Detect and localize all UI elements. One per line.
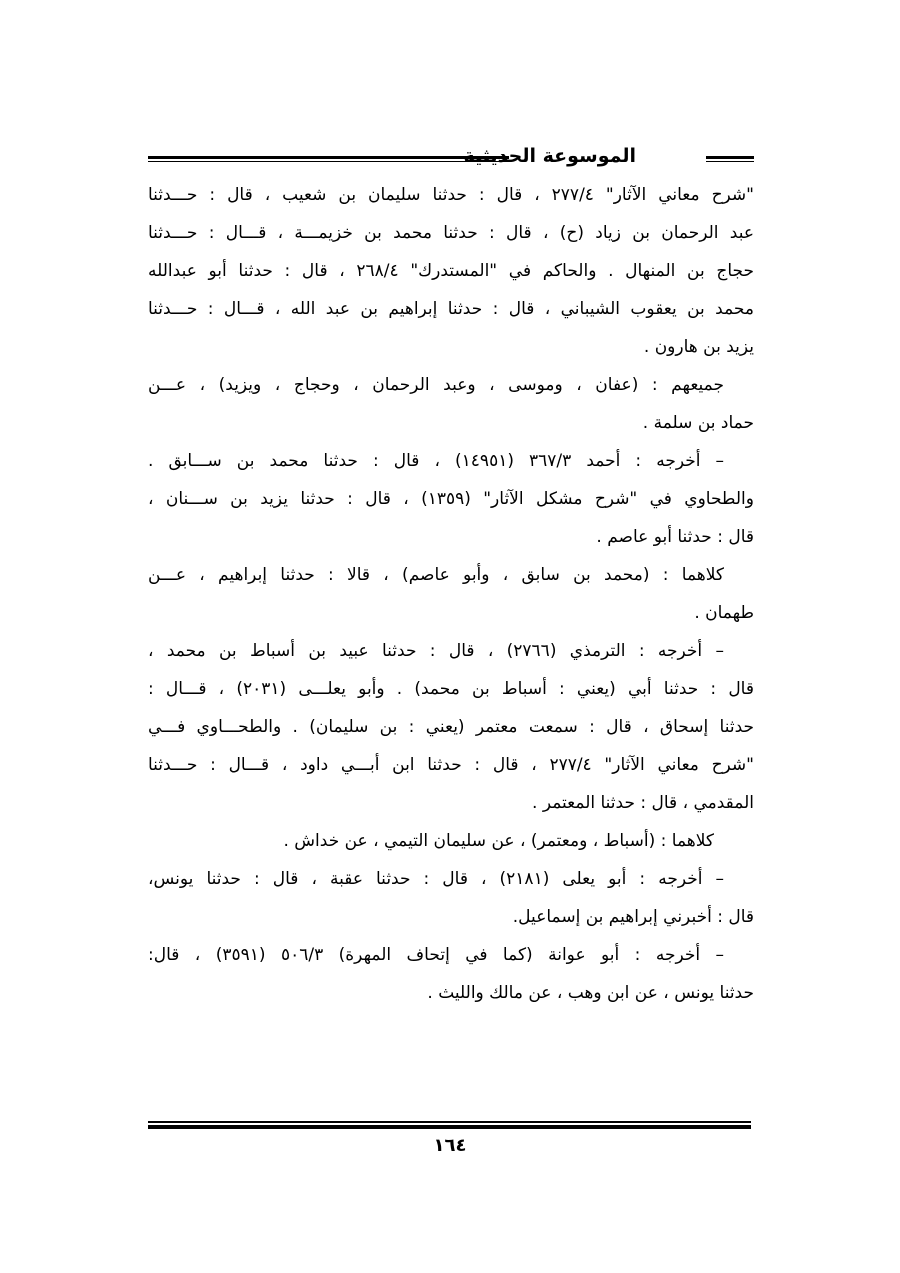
text-line: قال : أخبرني إبراهيم بن إسماعيل. [512, 907, 754, 927]
text-line: – أخرجه : أبو يعلى (٢١٨١) ، قال : حدثنا عقبة ، قال : حدثنا يونس، [148, 869, 724, 889]
text-line: يزيد بن هارون . [643, 337, 754, 357]
text-line: حماد بن سلمة . [642, 413, 754, 433]
page-header [148, 143, 754, 173]
text-line: حدثنا إسحاق ، قال : سمعت معتمر (يعني : بن سليمان) . والطحـــاوي فـــي [148, 717, 754, 737]
text-line: "شرح معاني الآثار" ٢٧٧/٤ ، قال : حدثنا سليمان بن شعيب ، قال : حـــدثنا [148, 185, 754, 205]
text-line: طهمان . [694, 603, 754, 623]
text-line: كلاهما : (أسباط ، ومعتمر) ، عن سليمان التيمي ، عن خداش . [283, 831, 714, 851]
text-line: محمد بن يعقوب الشيباني ، قال : حدثنا إبراهيم بن عبد الله ، قـــال : حـــدثنا [148, 299, 754, 319]
text-line: حجاج بن المنهال . والحاكم في "المستدرك" ٢٦٨/٤ ، قال : حدثنا أبو عبدالله [148, 261, 754, 281]
text-line: – أخرجه : الترمذي (٢٧٦٦) ، قال : حدثنا عبيد بن أسباط بن محمد ، [148, 641, 724, 661]
page-number: ١٦٤ [433, 1135, 467, 1156]
text-line: حدثنا يونس ، عن ابن وهب ، عن مالك والليث . [427, 983, 754, 1003]
text-line: – أخرجه : أحمد ٣٦٧/٣ (١٤٩٥١) ، قال : حدثنا محمد بن ســـابق . [148, 451, 724, 471]
header-rule-left [148, 156, 509, 162]
header-title: الموسوعة الحديثية [463, 145, 636, 167]
text-line: قال : حدثنا أبي (يعني : أسباط بن محمد) . وأبو يعلـــى (٢٠٣١) ، قـــال : [148, 679, 754, 699]
text-line: والطحاوي في "شرح مشكل الآثار" (١٣٥٩) ، قال : حدثنا يزيد بن ســـنان ، [148, 489, 754, 509]
text-line: – أخرجه : أبو عوانة (كما في إتحاف المهرة) ٥٠٦/٣ (٣٥٩١) ، قال: [148, 945, 724, 965]
text-line: كلاهما : (محمد بن سابق ، وأبو عاصم) ، قالا : حدثنا إبراهيم ، عـــن [148, 565, 724, 585]
text-line: "شرح معاني الآثار" ٢٧٧/٤ ، قال : حدثنا ابن أبـــي داود ، قـــال : حـــدثنا [148, 755, 754, 775]
text-line: عبد الرحمان بن زياد (ح) ، قال : حدثنا محمد بن خزيمـــة ، قـــال : حـــدثنا [148, 223, 754, 243]
text-line: المقدمي ، قال : حدثنا المعتمر . [532, 793, 754, 813]
body-text [148, 176, 754, 1012]
text-line: قال : حدثنا أبو عاصم . [596, 527, 754, 547]
text-line: جميعهم : (عفان ، وموسى ، وعبد الرحمان ، وحجاج ، ويزيد) ، عـــن [148, 375, 724, 395]
footer-rule [148, 1121, 751, 1129]
header-rule-right [706, 156, 754, 162]
